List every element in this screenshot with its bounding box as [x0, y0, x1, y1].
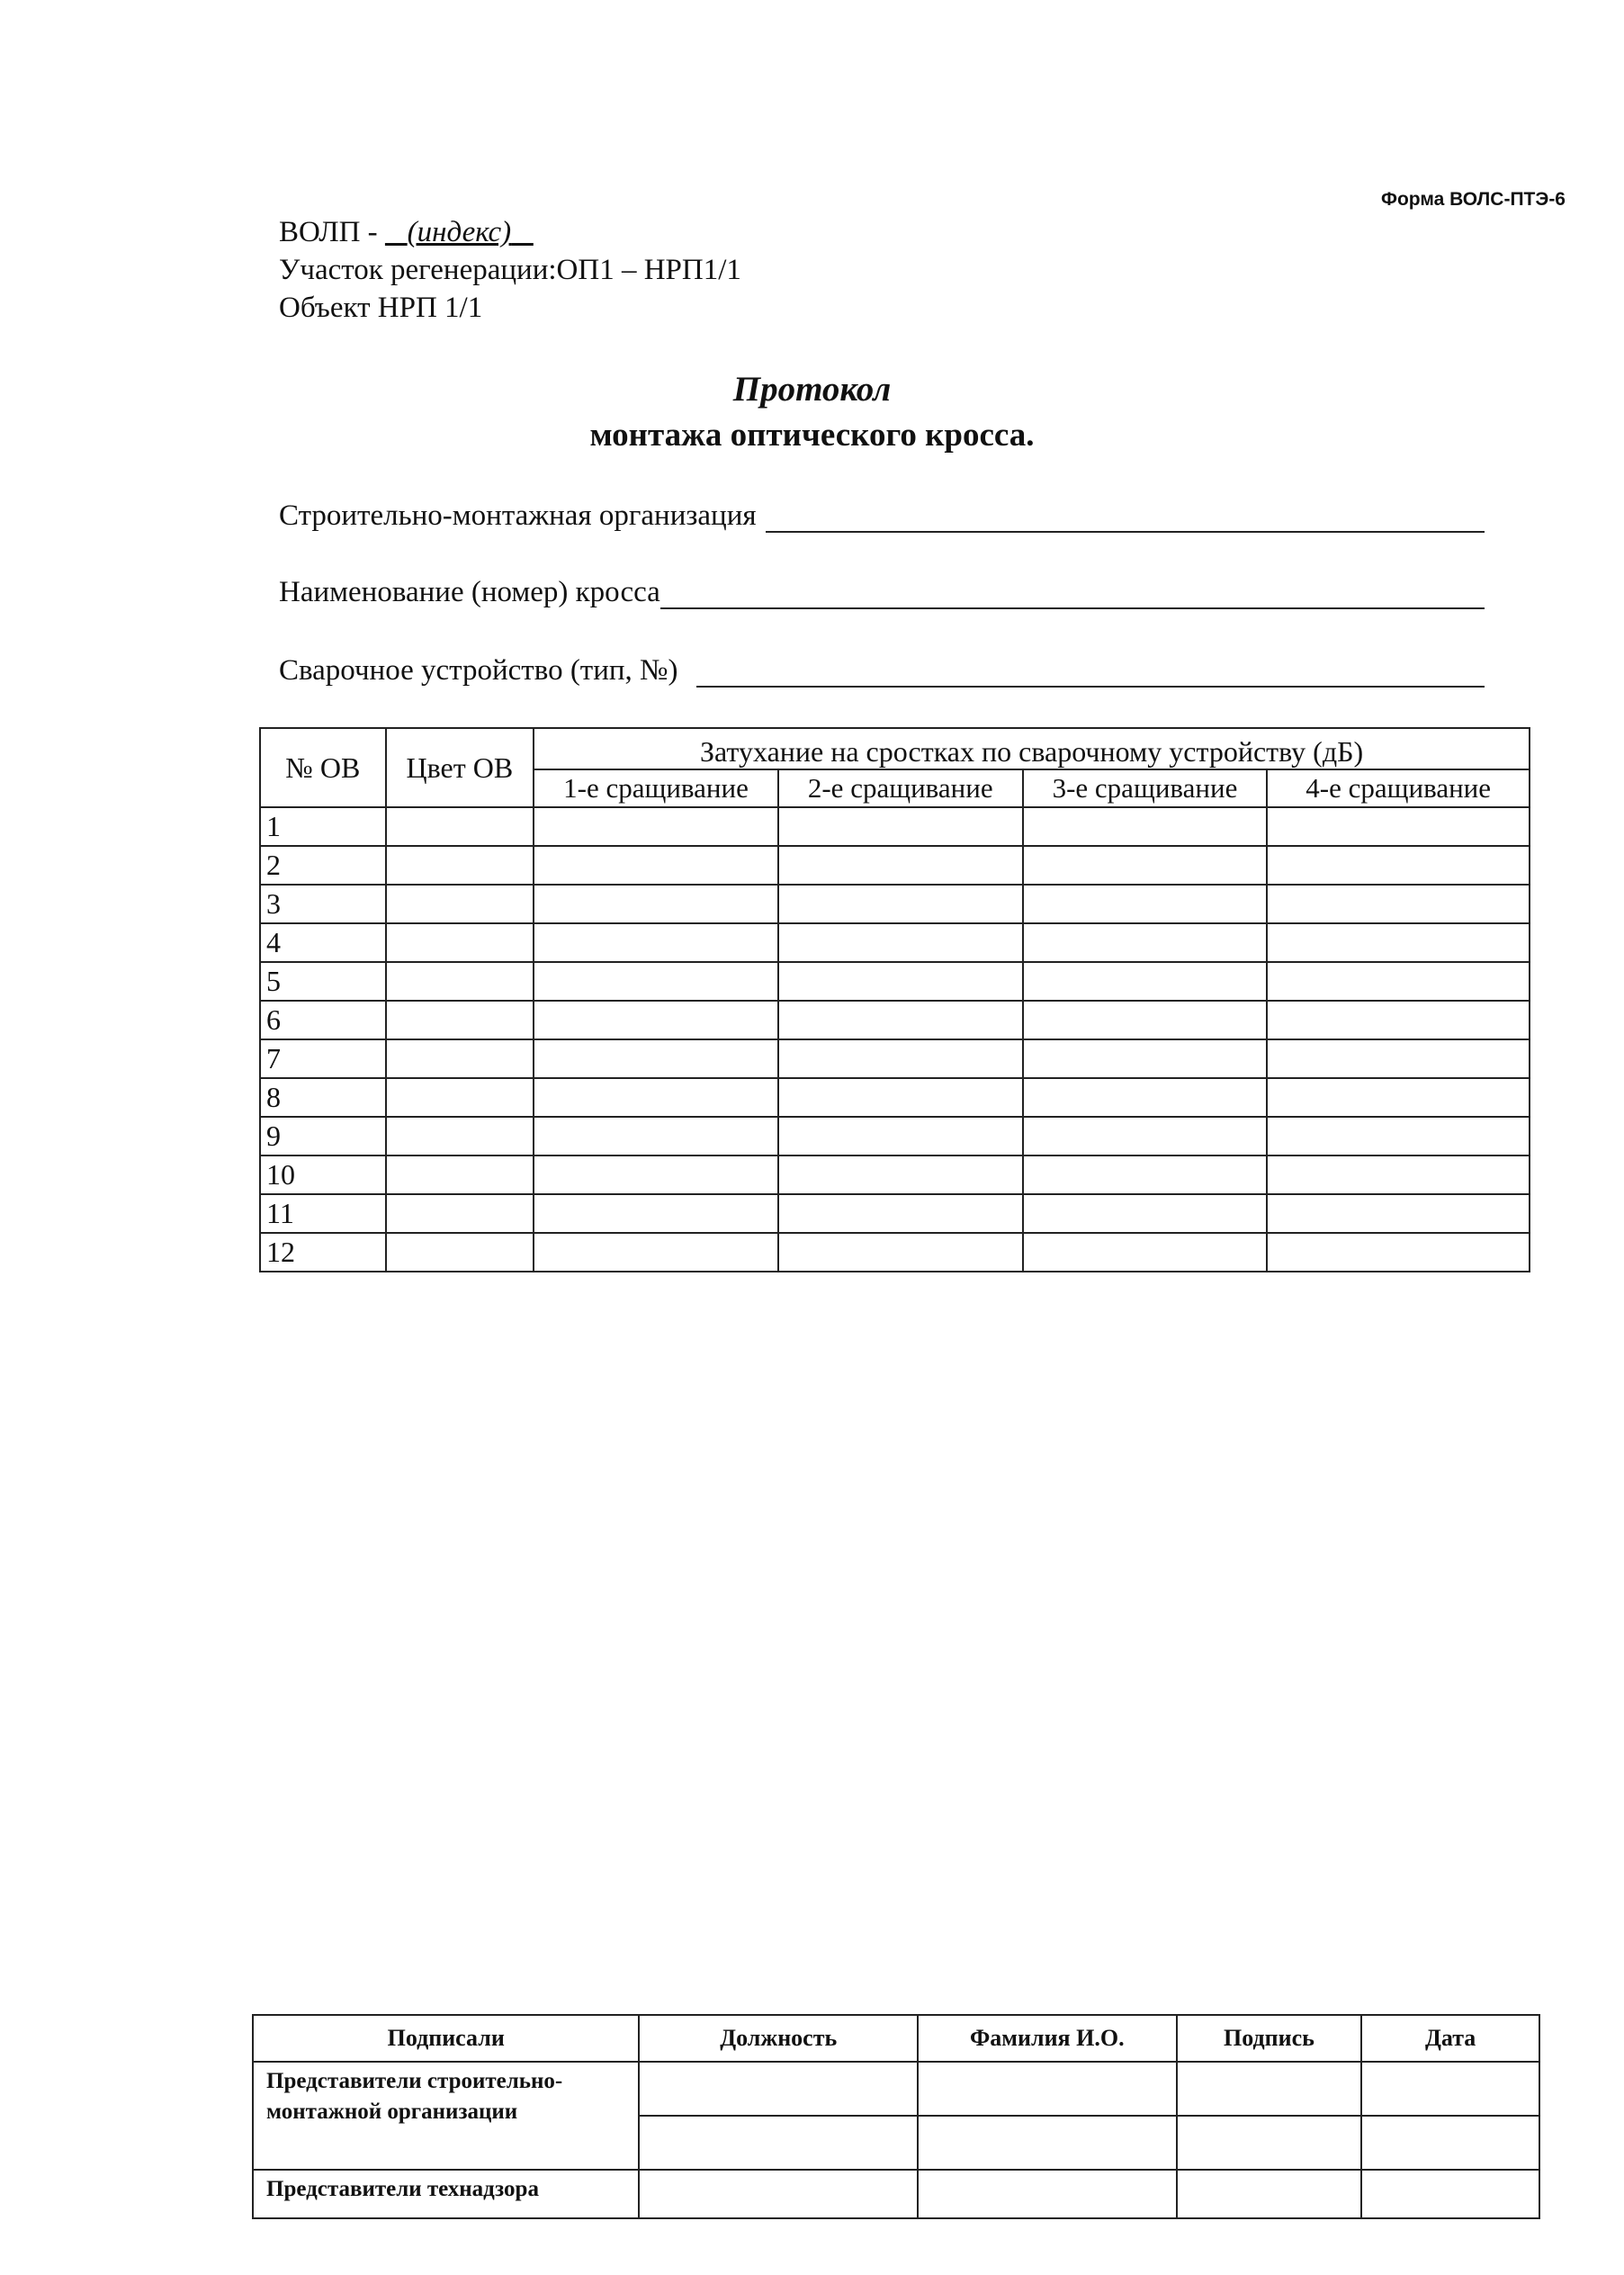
- table-row: [260, 885, 1530, 923]
- splice-2-cell[interactable]: [778, 1233, 1023, 1272]
- fiber-color-cell[interactable]: [386, 846, 534, 885]
- row-label-supervision: Представители технадзора: [253, 2170, 639, 2218]
- fiber-number-cell: 1: [260, 807, 386, 846]
- fiber-number-cell: 11: [260, 1194, 386, 1233]
- header-line-volp: [279, 214, 534, 250]
- form-code: Форма ВОЛС-ПТЭ-6: [1381, 189, 1566, 210]
- splice-4-cell[interactable]: [1267, 1039, 1530, 1078]
- fiber-number-cell: 3: [260, 885, 386, 923]
- splice-1-cell[interactable]: [534, 1155, 778, 1194]
- splice-2-cell[interactable]: [778, 846, 1023, 885]
- col-splice-4: 4-е сращивание: [1267, 769, 1530, 807]
- col-splice-1: 1-е сращивание: [534, 769, 778, 807]
- splice-4-cell[interactable]: [1267, 962, 1530, 1001]
- fiber-number-cell: 6: [260, 1001, 386, 1039]
- field-label: Наименование (номер) кросса: [279, 576, 660, 608]
- fiber-color-cell[interactable]: [386, 1117, 534, 1155]
- table-row: [260, 846, 1530, 885]
- row-label-contractor: Представители строительно-монтажной организации: [253, 2062, 639, 2170]
- splice-3-cell[interactable]: [1023, 1039, 1268, 1078]
- fiber-color-cell[interactable]: [386, 1194, 534, 1233]
- cell-position[interactable]: [639, 2116, 918, 2170]
- index-blank-left: [385, 216, 408, 248]
- splice-2-cell[interactable]: [778, 1194, 1023, 1233]
- fiber-color-cell[interactable]: [386, 1001, 534, 1039]
- splice-3-cell[interactable]: [1023, 1078, 1268, 1117]
- table-row: [260, 1117, 1530, 1155]
- table-row: [260, 1001, 1530, 1039]
- splice-2-cell[interactable]: [778, 1078, 1023, 1117]
- col-signature: Подпись: [1177, 2015, 1362, 2062]
- fiber-color-cell[interactable]: [386, 962, 534, 1001]
- splice-2-cell[interactable]: [778, 885, 1023, 923]
- table-row: [260, 1078, 1530, 1117]
- splice-4-cell[interactable]: [1267, 846, 1530, 885]
- cross-name-input-line[interactable]: [660, 582, 1485, 609]
- col-full-name: Фамилия И.О.: [918, 2015, 1177, 2062]
- cell-position[interactable]: [639, 2170, 918, 2218]
- splice-3-cell[interactable]: [1023, 1155, 1268, 1194]
- splice-1-cell[interactable]: [534, 1233, 778, 1272]
- splice-2-cell[interactable]: [778, 807, 1023, 846]
- fiber-number-cell: 5: [260, 962, 386, 1001]
- splice-1-cell[interactable]: [534, 807, 778, 846]
- splice-4-cell[interactable]: [1267, 1001, 1530, 1039]
- cell-full-name[interactable]: [918, 2116, 1177, 2170]
- splice-2-cell[interactable]: [778, 1155, 1023, 1194]
- section-value: ОП1 – НРП1/1: [556, 254, 741, 286]
- cell-date[interactable]: [1361, 2116, 1539, 2170]
- volp-index: (индекс): [407, 216, 512, 248]
- splice-2-cell[interactable]: [778, 1001, 1023, 1039]
- splice-3-cell[interactable]: [1023, 923, 1268, 962]
- welder-input-line[interactable]: [696, 661, 1485, 688]
- table-row: [260, 962, 1530, 1001]
- field-welder: [279, 654, 1485, 688]
- splice-1-cell[interactable]: [534, 885, 778, 923]
- fiber-color-cell[interactable]: [386, 1078, 534, 1117]
- cell-date[interactable]: [1361, 2170, 1539, 2218]
- splice-3-cell[interactable]: [1023, 1117, 1268, 1155]
- section-label: Участок регенерации:: [279, 254, 557, 286]
- field-organization: [279, 499, 1485, 533]
- index-blank-right: [511, 216, 534, 248]
- splice-1-cell[interactable]: [534, 1039, 778, 1078]
- table-row: [260, 1233, 1530, 1272]
- document-title: Протокол: [732, 370, 892, 409]
- splice-4-cell[interactable]: [1267, 885, 1530, 923]
- fiber-number-cell: 4: [260, 923, 386, 962]
- splice-3-cell[interactable]: [1023, 1233, 1268, 1272]
- col-date: Дата: [1361, 2015, 1539, 2062]
- fiber-color-cell[interactable]: [386, 807, 534, 846]
- document-subtitle: монтажа оптического кросса.: [589, 417, 1035, 454]
- fiber-number-cell: 9: [260, 1117, 386, 1155]
- fiber-number-cell: 10: [260, 1155, 386, 1194]
- signatures-table: [252, 2014, 1540, 2219]
- splice-1-cell[interactable]: [534, 846, 778, 885]
- header-line-object: Объект НРП 1/1: [279, 292, 483, 324]
- fiber-number-cell: 12: [260, 1233, 386, 1272]
- splice-3-cell[interactable]: [1023, 885, 1268, 923]
- fiber-number-cell: 2: [260, 846, 386, 885]
- col-fiber-number: № ОВ: [260, 728, 386, 807]
- table-row: [260, 1155, 1530, 1194]
- cell-signature[interactable]: [1177, 2062, 1362, 2116]
- splice-4-cell[interactable]: [1267, 923, 1530, 962]
- cell-signature[interactable]: [1177, 2170, 1362, 2218]
- cell-signature[interactable]: [1177, 2116, 1362, 2170]
- volp-prefix: ВОЛП -: [279, 216, 385, 248]
- splice-3-cell[interactable]: [1023, 1001, 1268, 1039]
- fiber-color-cell[interactable]: [386, 1233, 534, 1272]
- splice-4-cell[interactable]: [1267, 1117, 1530, 1155]
- splice-4-cell[interactable]: [1267, 1078, 1530, 1117]
- table-row: [260, 923, 1530, 962]
- field-label: Сварочное устройство (тип, №): [279, 654, 678, 687]
- splice-4-cell[interactable]: [1267, 1233, 1530, 1272]
- splice-table: [259, 727, 1530, 1272]
- cell-full-name[interactable]: [918, 2170, 1177, 2218]
- cell-position[interactable]: [639, 2062, 918, 2116]
- splice-1-cell[interactable]: [534, 923, 778, 962]
- splice-1-cell[interactable]: [534, 1078, 778, 1117]
- splice-2-cell[interactable]: [778, 1039, 1023, 1078]
- fiber-color-cell[interactable]: [386, 885, 534, 923]
- splice-4-cell[interactable]: [1267, 807, 1530, 846]
- splice-1-cell[interactable]: [534, 1001, 778, 1039]
- splice-4-cell[interactable]: [1267, 1155, 1530, 1194]
- splice-table-body: [260, 807, 1530, 1272]
- table-row: [253, 2062, 1539, 2116]
- fiber-color-cell[interactable]: [386, 1155, 534, 1194]
- splice-3-cell[interactable]: [1023, 846, 1268, 885]
- table-row: [260, 1194, 1530, 1233]
- splice-4-cell[interactable]: [1267, 1194, 1530, 1233]
- fiber-number-cell: 8: [260, 1078, 386, 1117]
- field-label: Строительно-монтажная организация: [279, 499, 757, 532]
- field-cross-name: [279, 576, 1485, 609]
- col-fiber-color: Цвет ОВ: [386, 728, 534, 807]
- cell-full-name[interactable]: [918, 2062, 1177, 2116]
- col-splice-3: 3-е сращивание: [1023, 769, 1268, 807]
- splice-1-cell[interactable]: [534, 962, 778, 1001]
- organization-input-line[interactable]: [766, 506, 1485, 533]
- splice-3-cell[interactable]: [1023, 807, 1268, 846]
- fiber-color-cell[interactable]: [386, 923, 534, 962]
- header-line-section: [279, 252, 741, 288]
- cell-date[interactable]: [1361, 2062, 1539, 2116]
- col-splice-2: 2-е сращивание: [778, 769, 1023, 807]
- splice-1-cell[interactable]: [534, 1194, 778, 1233]
- splice-3-cell[interactable]: [1023, 962, 1268, 1001]
- splice-2-cell[interactable]: [778, 923, 1023, 962]
- splice-2-cell[interactable]: [778, 1117, 1023, 1155]
- fiber-number-cell: 7: [260, 1039, 386, 1078]
- splice-3-cell[interactable]: [1023, 1194, 1268, 1233]
- table-row: [253, 2170, 1539, 2218]
- col-signed: Подписали: [253, 2015, 639, 2062]
- table-row: [260, 1039, 1530, 1078]
- col-group-attenuation: Затухание на сростках по сварочному устройству (дБ): [534, 728, 1530, 769]
- col-position: Должность: [639, 2015, 918, 2062]
- fiber-color-cell[interactable]: [386, 1039, 534, 1078]
- splice-1-cell[interactable]: [534, 1117, 778, 1155]
- splice-2-cell[interactable]: [778, 962, 1023, 1001]
- table-row: [260, 807, 1530, 846]
